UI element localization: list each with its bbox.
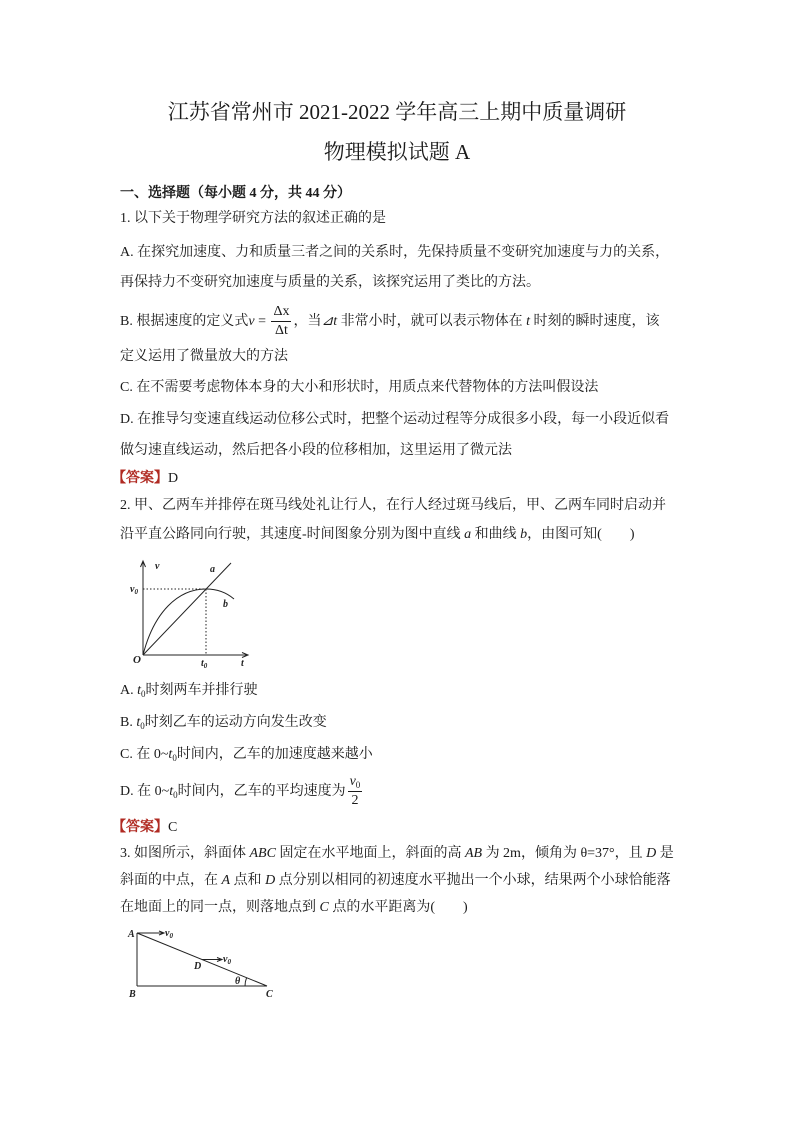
t0-label-sub: 0 [203,662,208,670]
q3-text-1: 3. 如图所示，斜面体 [120,846,250,861]
vertex-c-label: C [266,989,273,1000]
v0-sub: 0 [227,958,231,966]
subscript-0: 0 [140,721,145,731]
q2-option-c-prefix: C. 在 0~ [120,747,169,762]
v0-label-var: v [130,584,135,595]
q3-text-3: 为 2m，倾角为 θ=37°，且 [482,846,647,861]
variable-a: a [464,527,472,542]
answer-value: D [168,471,179,486]
curve-b-label: b [223,599,228,610]
v0-label-sub: 0 [134,588,138,596]
q1-option-b-text-2: 非常小时，就可以表示物体在 [337,314,527,329]
question-3-line-1 [120,844,674,864]
q1-option-b-text-3: 时刻的瞬时速度，该 [530,314,660,329]
q2-stem-text-3: ，由图可知( ) [527,527,635,542]
answer-value: C [168,820,178,835]
subscript-0: 0 [172,753,177,763]
answer-label: 【答案】 [112,820,168,835]
q1-answer [112,469,178,489]
answer-label: 【答案】 [112,471,168,486]
section-heading: 一、选择题（每小题 4 分，共 44 分） [120,186,351,201]
t0-label-var: t [201,658,204,669]
v0-label [130,584,138,596]
variable-v: v [248,314,255,329]
question-2-stem-line-2 [120,525,635,545]
q2-option-b-text: 时刻乙车的运动方向发生改变 [144,715,327,730]
origin-label: O [133,654,141,666]
point-d-label: D [194,961,202,972]
v0-var: v [223,954,228,965]
fraction-numerator: Δx [271,304,291,322]
vertex-b-label: B [129,989,136,1000]
q1-option-b-line-1 [120,302,660,342]
question-3-line-3 [120,898,468,918]
fraction-denominator: Δt [275,323,288,339]
average-velocity-fraction [348,774,363,809]
label-ab: AB [464,846,483,861]
q1-option-d-line-1: D. 在推导匀变速直线运动位移公式时，把整个运动过程等分成很多小段，每一小段近似看 [120,412,670,427]
q2-option-c-text: 时间内，乙车的加速度越来越小 [176,747,373,762]
equals-sign: = [254,314,270,329]
title-line-2: 物理模拟试题 A [323,140,471,164]
angle-theta-arc [245,978,247,986]
q1-option-a-line-2: 再保持力不变研究加速度与质量的关系，该探究运用了类比的方法。 [120,275,540,290]
v0-sub: 0 [169,932,173,940]
q2-option-a-text: 时刻两车并排行驶 [145,683,258,698]
q3-text-2: 固定在水平地面上，斜面的高 [275,846,465,861]
q1-option-b-line-2: 定义运用了微量放大的方法 [120,349,288,364]
variable-b: b [520,527,528,542]
question-1-stem: 1. 以下关于物理学研究方法的叙述正确的是 [120,211,386,226]
curve-b [143,589,234,655]
q2-answer [112,818,177,838]
variable-v0: v [349,774,356,790]
incline-diagram [124,924,284,1000]
q3-text-4: 是 [656,846,674,861]
q2-option-a [120,681,258,701]
q3-text-7: 点分别以相同的初速度水平抛出一个小球，结果两个小球恰能落 [275,873,671,888]
v0-label-a [165,928,173,940]
variable-t0: t [136,715,141,730]
q2-option-d [120,772,364,812]
label-c: C [319,900,329,915]
title-line-1: 江苏省常州市 2021-2022 学年高三上期中质量调研 [167,100,627,124]
label-abc: ABC [249,846,276,861]
q2-stem-text-2: 和曲线 [471,527,521,542]
q2-stem-text-1: 沿平直公路同向行驶，其速度-时间图象分别为图中直线 [120,527,465,542]
q3-text-5: 斜面的中点，在 [120,873,222,888]
q2-option-d-text: 时间内，乙车的平均速度为 [177,784,346,799]
label-d: D [646,846,657,861]
variable-t0: t [168,747,173,762]
velocity-time-graph [128,556,254,672]
subscript-0: 0 [141,689,146,699]
velocity-definition-fraction [271,304,291,339]
axis-v-label: v [155,561,160,572]
axis-t-label: t [241,658,244,669]
label-a: A [221,873,231,888]
q3-text-6: 点和 [230,873,266,888]
q3-text-8: 在地面上的同一点，则落地点到 [120,900,320,915]
variable-delta-t: ⊿t [321,314,338,329]
line-a [143,563,231,655]
q1-option-b-prefix: B. 根据速度的定义式 [120,314,249,329]
question-2-stem-line-1: 2. 甲、乙两车并排停在斑马线处礼让行人，在行人经过斑马线后，甲、乙两车同时启动并 [120,498,666,513]
v0-var: v [165,928,170,939]
vertex-a-label: A [128,929,135,940]
variable-t: t [526,314,530,329]
t0-label [201,658,208,670]
subscript-0: 0 [173,790,178,800]
q2-option-b-prefix: B. [120,715,137,730]
fraction-denominator: 2 [351,793,359,809]
label-d: D [265,873,276,888]
q2-option-b [120,713,327,733]
variable-t0: t [137,683,142,698]
line-a-label: a [210,564,215,575]
q1-option-a-line-1: A. 在探究加速度、力和质量三者之间的关系时，先保持质量不变研究加速度与力的关系， [120,245,670,260]
q1-option-b-text-1: ，当 [293,314,322,329]
q2-option-a-prefix: A. [120,683,138,698]
fraction-numerator [348,774,363,792]
variable-t0: t [169,784,174,799]
q2-option-c [120,745,373,765]
q3-text-9: 点的水平距离为( ) [328,900,468,915]
q1-option-c: C. 在不需要考虑物体本身的大小和形状时，用质点来代替物体的方法叫假设法 [120,380,599,395]
angle-theta-label: θ [235,976,241,987]
q2-option-d-prefix: D. 在 0~ [120,784,170,799]
subscript-0: 0 [355,780,361,791]
question-3-line-2 [120,871,671,891]
q1-option-d-line-2: 做匀速直线运动，然后把各小段的位移相加，这里运用了微元法 [120,443,512,458]
v0-label-d [223,954,231,966]
